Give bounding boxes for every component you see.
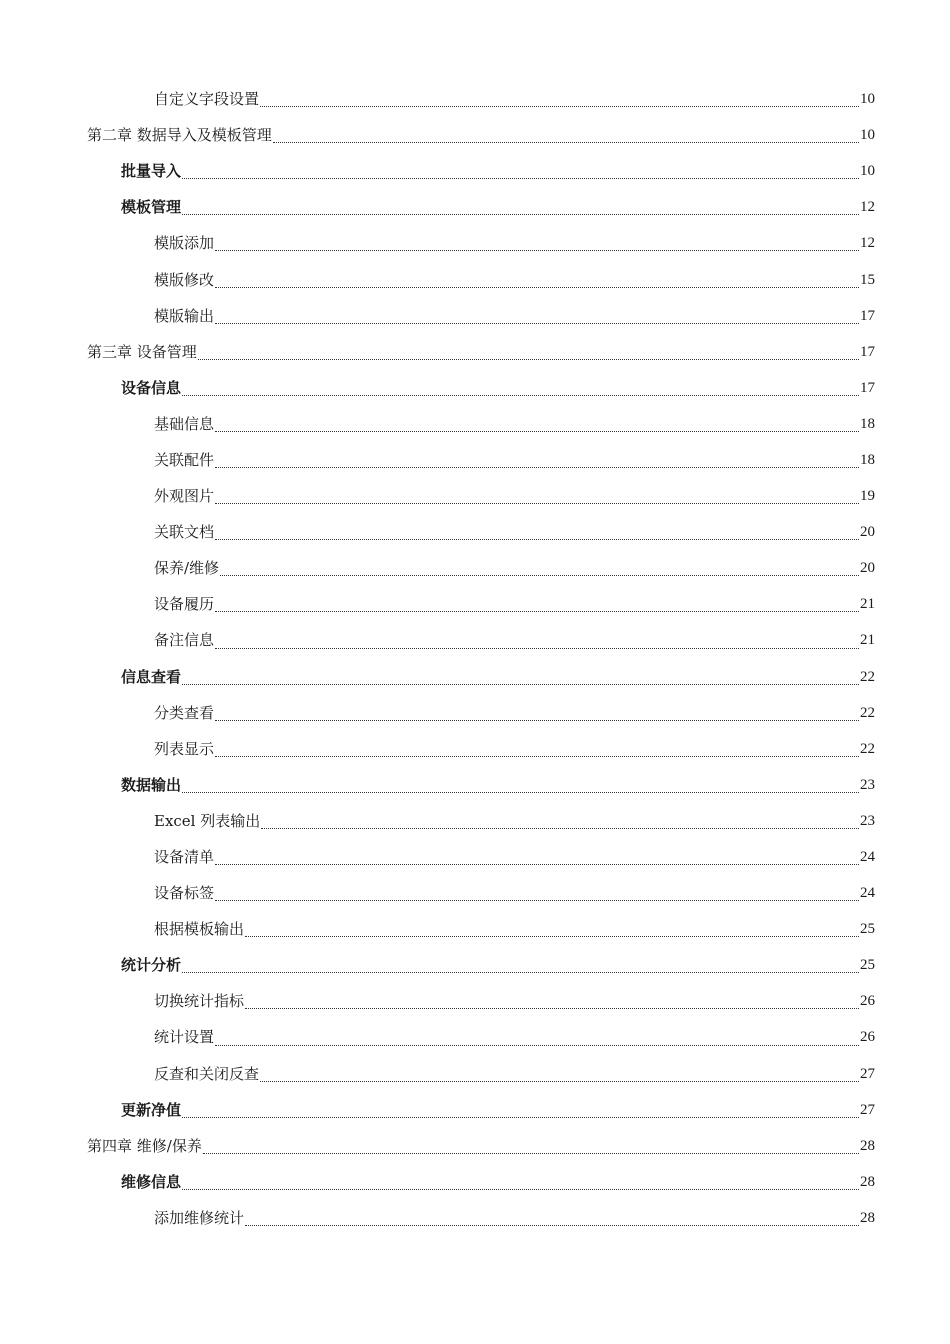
toc-subsection-entry[interactable] xyxy=(0,911,950,947)
toc-entry-title: 列表显示 xyxy=(154,739,215,758)
toc-entry-title: 信息查看 xyxy=(121,667,182,686)
toc-subsection-entry[interactable] xyxy=(0,1019,950,1055)
toc-entry-title: 更新净值 xyxy=(121,1100,182,1119)
toc-dot-leader xyxy=(215,250,859,251)
toc-dot-leader xyxy=(215,864,859,865)
toc-page-number: 26 xyxy=(860,993,875,1010)
toc-subsection-entry[interactable] xyxy=(0,983,950,1019)
toc-page-number: 21 xyxy=(860,632,875,649)
toc-page-number: 25 xyxy=(860,921,875,938)
toc-dot-leader xyxy=(215,467,859,468)
toc-subsection-entry[interactable] xyxy=(0,550,950,586)
toc-subsection-entry[interactable] xyxy=(0,695,950,731)
toc-subsection-entry[interactable] xyxy=(0,1200,950,1236)
toc-section-entry[interactable] xyxy=(0,1164,950,1200)
toc-page-number: 17 xyxy=(860,379,875,396)
toc-dot-leader xyxy=(245,1225,859,1226)
toc-dot-leader xyxy=(215,720,859,721)
toc-dot-leader xyxy=(215,611,859,612)
toc-subsection-entry[interactable] xyxy=(0,1056,950,1092)
toc-subsection-entry[interactable] xyxy=(0,225,950,261)
toc-page-number: 22 xyxy=(860,668,875,685)
toc-page-number: 28 xyxy=(860,1173,875,1190)
toc-page-number: 27 xyxy=(860,1065,875,1082)
toc-dot-leader xyxy=(182,178,859,179)
toc-dot-leader xyxy=(215,900,859,901)
toc-page-number: 22 xyxy=(860,740,875,757)
toc-page-number: 10 xyxy=(860,127,875,144)
toc-dot-leader xyxy=(245,1008,859,1009)
toc-dot-leader xyxy=(182,395,859,396)
toc-page-number: 12 xyxy=(860,235,875,252)
toc-entry-title: 基础信息 xyxy=(154,414,215,433)
toc-page-number: 20 xyxy=(860,560,875,577)
toc-dot-leader xyxy=(215,539,859,540)
toc-dot-leader xyxy=(182,214,859,215)
toc-entry-title: 模版修改 xyxy=(154,270,215,289)
toc-page-number: 23 xyxy=(860,776,875,793)
toc-dot-leader xyxy=(220,575,859,576)
toc-entry-title: 模板管理 xyxy=(121,198,182,217)
toc-entry-title: 设备标签 xyxy=(154,884,215,903)
toc-entry-title: 添加维修统计 xyxy=(154,1208,245,1227)
toc-dot-leader xyxy=(215,287,859,288)
toc-entry-title: 根据模板输出 xyxy=(154,920,245,939)
toc-page-number: 15 xyxy=(860,271,875,288)
toc-subsection-entry[interactable] xyxy=(0,478,950,514)
toc-page-number: 17 xyxy=(860,307,875,324)
toc-subsection-entry[interactable] xyxy=(0,875,950,911)
toc-page-number: 28 xyxy=(860,1209,875,1226)
toc-page-number: 26 xyxy=(860,1029,875,1046)
toc-subsection-entry[interactable] xyxy=(0,442,950,478)
toc-page-number: 23 xyxy=(860,812,875,829)
toc-dot-leader xyxy=(215,1045,859,1046)
toc-dot-leader xyxy=(260,1081,859,1082)
toc-entry-title: Excel 列表输出 xyxy=(154,811,261,830)
toc-page-number: 18 xyxy=(860,451,875,468)
toc-dot-leader xyxy=(182,684,859,685)
toc-subsection-entry[interactable] xyxy=(0,803,950,839)
toc-page-number: 27 xyxy=(860,1101,875,1118)
toc-page-number: 24 xyxy=(860,849,875,866)
toc-subsection-entry[interactable] xyxy=(0,514,950,550)
toc-subsection-entry[interactable] xyxy=(0,731,950,767)
toc-entry-title: 关联配件 xyxy=(154,450,215,469)
toc-page-number: 18 xyxy=(860,415,875,432)
toc-entry-title: 切换统计指标 xyxy=(154,992,245,1011)
toc-subsection-entry[interactable] xyxy=(0,622,950,658)
toc-entry-title: 关联文档 xyxy=(154,523,215,542)
toc-dot-leader xyxy=(198,359,859,360)
toc-dot-leader xyxy=(215,648,859,649)
toc-entry-title: 反查和关闭反查 xyxy=(154,1064,260,1083)
toc-page-number: 22 xyxy=(860,704,875,721)
toc-section-entry[interactable] xyxy=(0,947,950,983)
toc-dot-leader xyxy=(203,1153,859,1154)
toc-subsection-entry[interactable] xyxy=(0,839,950,875)
toc-page-number: 17 xyxy=(860,343,875,360)
table-of-contents xyxy=(0,81,950,1236)
toc-entry-title: 分类查看 xyxy=(154,703,215,722)
toc-dot-leader xyxy=(273,142,859,143)
toc-entry-title: 模版输出 xyxy=(154,306,215,325)
toc-dot-leader xyxy=(182,1189,859,1190)
toc-subsection-entry[interactable] xyxy=(0,586,950,622)
toc-entry-title: 批量导入 xyxy=(121,162,182,181)
toc-entry-title: 设备清单 xyxy=(154,848,215,867)
toc-entry-title: 备注信息 xyxy=(154,631,215,650)
toc-entry-title: 第三章 设备管理 xyxy=(87,342,197,361)
toc-page-number: 10 xyxy=(860,163,875,180)
toc-dot-leader xyxy=(182,792,859,793)
toc-page-number: 25 xyxy=(860,957,875,974)
toc-dot-leader xyxy=(215,503,859,504)
toc-dot-leader xyxy=(245,936,859,937)
toc-entry-title: 第四章 维修/保养 xyxy=(87,1136,202,1155)
toc-section-entry[interactable] xyxy=(0,767,950,803)
toc-entry-title: 第二章 数据导入及模板管理 xyxy=(87,126,272,145)
toc-subsection-entry[interactable] xyxy=(0,298,950,334)
toc-section-entry[interactable] xyxy=(0,189,950,225)
toc-entry-title: 外观图片 xyxy=(154,487,215,506)
toc-page-number: 10 xyxy=(860,91,875,108)
toc-entry-title: 设备履历 xyxy=(154,595,215,614)
toc-dot-leader xyxy=(215,756,859,757)
toc-entry-title: 设备信息 xyxy=(121,378,182,397)
toc-entry-title: 模版添加 xyxy=(154,234,215,253)
toc-dot-leader xyxy=(182,1117,859,1118)
toc-page-number: 21 xyxy=(860,596,875,613)
toc-subsection-entry[interactable] xyxy=(0,406,950,442)
toc-chapter-entry[interactable] xyxy=(0,1128,950,1164)
toc-page-number: 20 xyxy=(860,524,875,541)
toc-section-entry[interactable] xyxy=(0,370,950,406)
toc-page-number: 12 xyxy=(860,199,875,216)
toc-entry-title: 统计设置 xyxy=(154,1028,215,1047)
toc-page-number: 28 xyxy=(860,1137,875,1154)
toc-chapter-entry[interactable] xyxy=(0,117,950,153)
toc-entry-title: 保养/维修 xyxy=(154,559,220,578)
toc-page-number: 19 xyxy=(860,488,875,505)
toc-section-entry[interactable] xyxy=(0,153,950,189)
toc-entry-title: 自定义字段设置 xyxy=(154,90,260,109)
toc-page-number: 24 xyxy=(860,885,875,902)
toc-dot-leader xyxy=(215,323,859,324)
toc-section-entry[interactable] xyxy=(0,659,950,695)
toc-chapter-entry[interactable] xyxy=(0,334,950,370)
toc-subsection-entry[interactable] xyxy=(0,81,950,117)
toc-dot-leader xyxy=(215,431,859,432)
toc-dot-leader xyxy=(182,972,859,973)
toc-entry-title: 数据输出 xyxy=(121,775,182,794)
toc-dot-leader xyxy=(261,828,859,829)
toc-subsection-entry[interactable] xyxy=(0,261,950,297)
toc-dot-leader xyxy=(260,106,859,107)
toc-section-entry[interactable] xyxy=(0,1092,950,1128)
toc-entry-title: 统计分析 xyxy=(121,956,182,975)
toc-entry-title: 维修信息 xyxy=(121,1172,182,1191)
